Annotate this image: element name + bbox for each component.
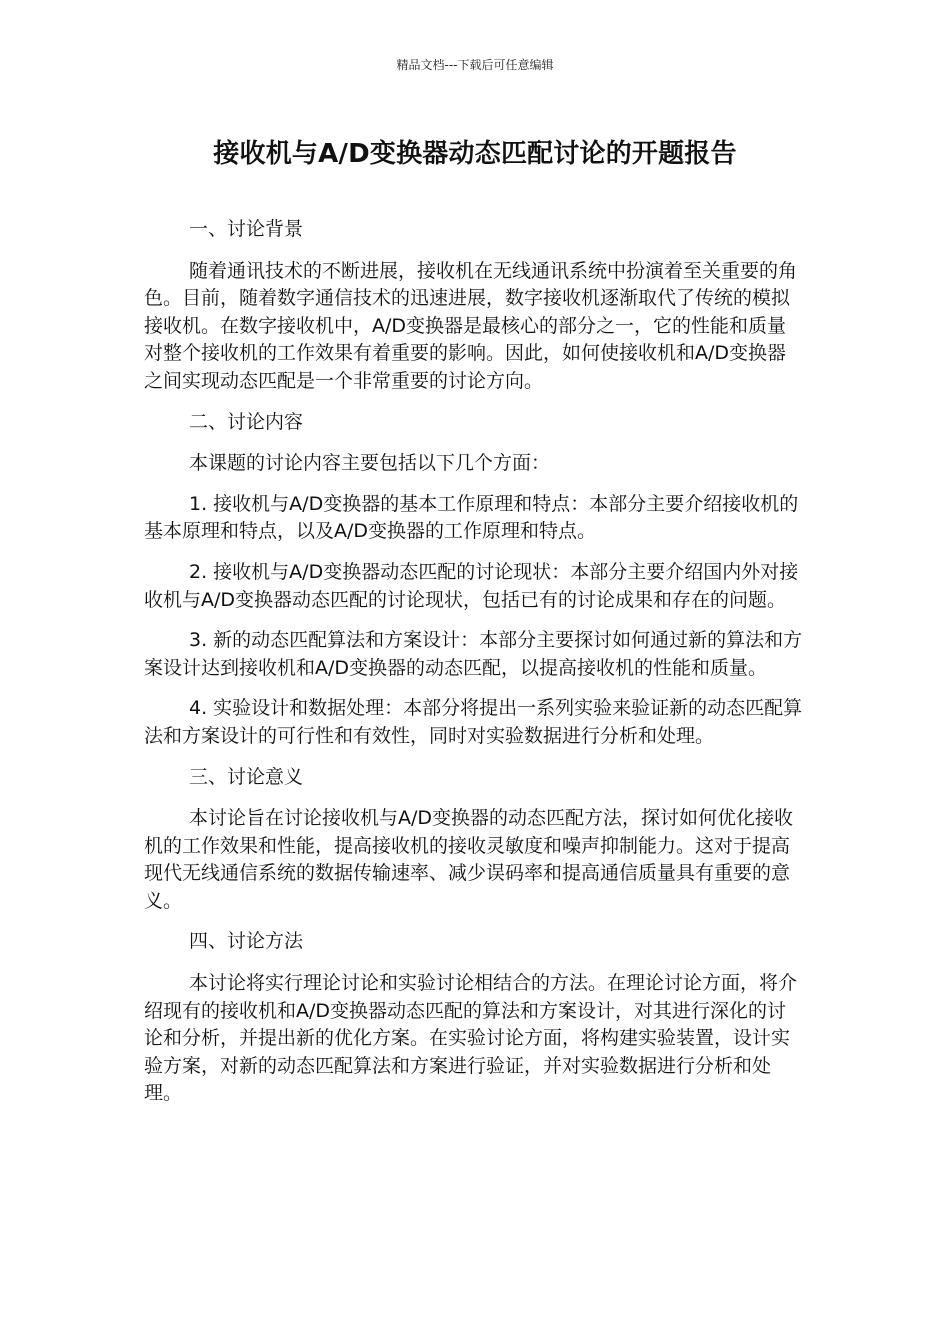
document-body	[144, 216, 804, 1121]
paragraph-significance: 本讨论旨在讨论接收机与A/D变换器的动态匹配方法，探讨如何优化接收机的工作效果和性能，提高接收机的接收灵敏度和噪声抑制能力。这对于提高现代无线通信系统的数据传输速率、减少误码率和提高通信质量具有重要的意义。	[144, 807, 794, 912]
paragraph-method: 本讨论将实行理论讨论和实验讨论相结合的方法。在理论讨论方面，将介绍现有的接收机和A/D变换器动态匹配的算法和方案设计，对其进行深化的讨论和分析，并提出新的优化方案。在实验讨论方面，将构建实验装置，设计实验方案，对新的动态匹配算法和方案进行验证，并对实验数据进行分析和处理。	[144, 972, 798, 1105]
section-heading-content: 二、讨论内容	[189, 410, 304, 433]
document-title: 接收机与A/D变换器动态匹配讨论的开题报告	[213, 139, 737, 169]
paragraph-content-intro: 本课题的讨论内容主要包括以下几个方面：	[189, 452, 551, 475]
list-item-3: 3. 新的动态匹配算法和方案设计：本部分主要探讨如何通过新的算法和方案设计达到接收机和A/D变换器的动态匹配，以提高接收机的性能和质量。	[144, 629, 803, 679]
list-item-1: 1. 接收机与A/D变换器的基本工作原理和特点：本部分主要介绍接收机的基本原理和特点，以及A/D变换器的工作原理和特点。	[144, 492, 799, 543]
page-header-note: 精品文档---下载后可任意编辑	[396, 58, 554, 72]
section-heading-method: 四、讨论方法	[189, 930, 304, 953]
section-heading-significance: 三、讨论意义	[189, 765, 304, 788]
list-item-2: 2. 接收机与A/D变换器动态匹配的讨论现状：本部分主要介绍国内外对接收机与A/D变换器动态匹配的讨论现状，包括已有的讨论成果和存在的问题。	[144, 560, 799, 611]
paragraph-background: 随着通讯技术的不断进展，接收机在无线通讯系统中扮演着至关重要的角色。目前，随着数字通信技术的迅速进展，数字接收机逐渐取代了传统的模拟接收机。在数字接收机中，A/D变换器是最核心的部分之一，它的性能和质量对整个接收机的工作效果有着重要的影响。因此，如何使接收机和A/D变换器之间实现动态匹配是一个非常重要的讨论方向。	[144, 259, 798, 392]
list-item-4: 4. 实验设计和数据处理：本部分将提出一系列实验来验证新的动态匹配算法和方案设计的可行性和有效性，同时对实验数据进行分析和处理。	[144, 697, 803, 747]
section-heading-background: 一、讨论背景	[189, 218, 304, 240]
